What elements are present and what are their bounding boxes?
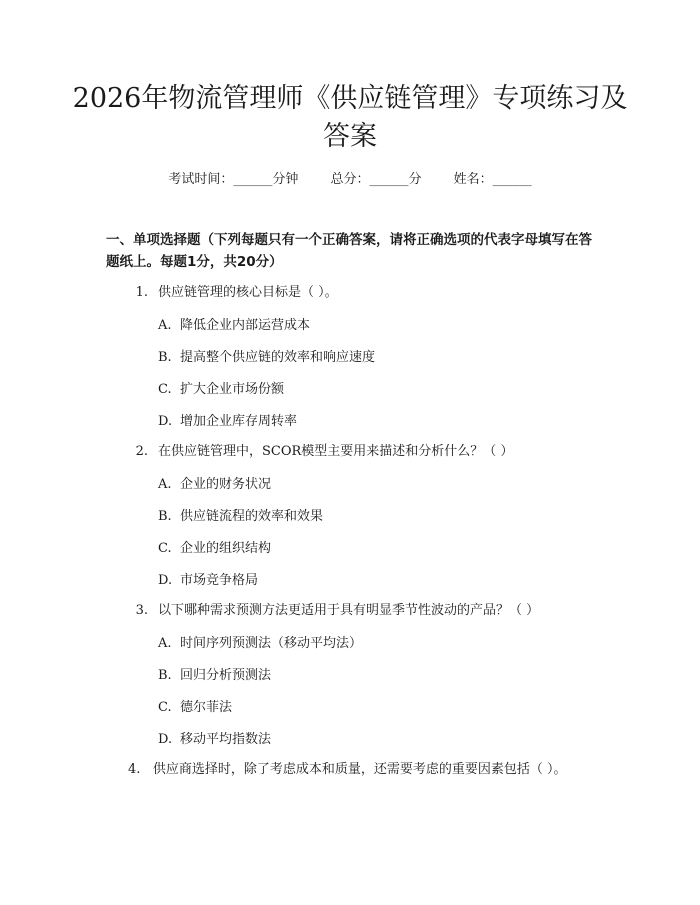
question-number: 2. <box>135 444 148 459</box>
option-b: B. 回归分析预测法 <box>158 668 272 683</box>
option-a: A. 时间序列预测法（移动平均法） <box>158 636 363 651</box>
question-text: 以下哪种需求预测方法更适用于具有明显季节性波动的产品？（ ） <box>158 603 540 618</box>
exam-meta <box>0 168 700 187</box>
total-score-field: 总分：______分 <box>330 172 422 187</box>
option-b: B. 提高整个供应链的效率和响应速度 <box>158 350 376 365</box>
option-a: A. 降低企业内部运营成本 <box>158 318 311 333</box>
option-c: C. 扩大企业市场份额 <box>158 382 285 397</box>
question-number: 3. <box>135 603 148 618</box>
exam-time-field: 考试时间：______分钟 <box>168 172 299 187</box>
question-number: 1. <box>135 285 148 300</box>
question-text: 在供应链管理中，SCOR模型主要用来描述和分析什么？（ ） <box>158 444 514 459</box>
option-a: A. 企业的财务状况 <box>158 477 272 492</box>
page-title: 2026年物流管理师《供应链管理》专项练习及答案 <box>72 83 628 152</box>
question-text: 供应商选择时，除了考虑成本和质量，还需要考虑的重要因素包括（ ）。 <box>152 762 567 777</box>
section-heading: 一、单项选择题（下列每题只有一个正确答案，请将正确选项的代表字母填写在答题纸上。每题1分，共20分） <box>106 232 592 270</box>
option-c: C. 企业的组织结构 <box>158 541 272 556</box>
question-number: 4. <box>128 762 141 777</box>
option-d: D. 移动平均指数法 <box>158 732 272 747</box>
option-d: D. 增加企业库存周转率 <box>158 414 298 429</box>
option-c: C. 德尔菲法 <box>158 700 233 715</box>
option-b: B. 供应链流程的效率和效果 <box>158 509 324 524</box>
question-text: 供应链管理的核心目标是（ ）。 <box>158 285 338 300</box>
option-d: D. 市场竞争格局 <box>158 573 259 588</box>
name-field: 姓名：______ <box>453 172 532 187</box>
